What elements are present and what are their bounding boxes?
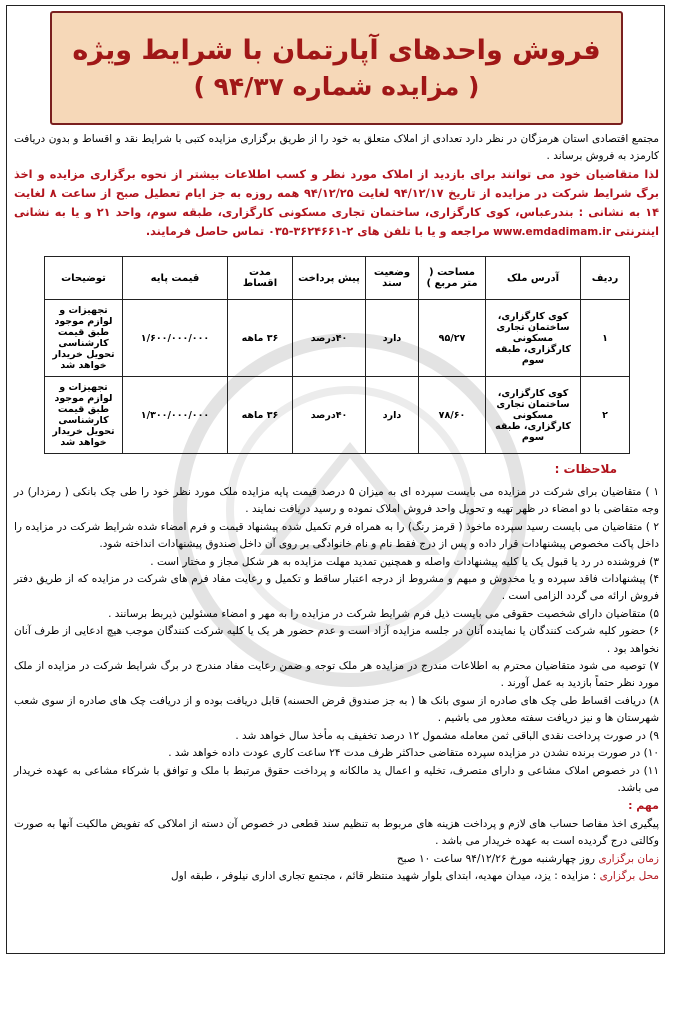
- col-area: مساحت ( متر مربع ): [419, 257, 486, 300]
- note-item: ۴) پیشنهادات فاقد سپرده و یا مخدوش و مبهم و مشروط از درجه اعتبار ساقط و تکمیل و رعایت مفاد فرم های شرکت در مزایده که از طریق دفتر فروش ارائه می گردد الزامی است .: [14, 573, 659, 603]
- cell-base-price: ۱/۶۰۰/۰۰۰/۰۰۰: [123, 300, 228, 377]
- cell-area: ۹۵/۲۷: [419, 300, 486, 377]
- note-item: ۹) در صورت پرداخت نقدی الباقی ثمن معامله مشمول ۱۲ درصد تخفیف به مأخذ سال خواهد شد .: [235, 729, 659, 742]
- cell-prepayment: ۴۰درصد: [293, 300, 366, 377]
- col-row-number: ردیف: [581, 257, 630, 300]
- col-address: آدرس ملک: [486, 257, 581, 300]
- ad-title: فروش واحدهای آپارتمان با شرایط ویژه: [72, 35, 601, 66]
- note-item: ۱۰) در صورت برنده نشدن در مزایده سپرده متقاضی حداکثر ظرف مدت ۲۴ ساعت کاری عودت داده خواهد شد .: [168, 747, 659, 760]
- col-deed-status: وضعیت سند: [366, 257, 419, 300]
- col-base-price: قیمت پایه: [123, 257, 228, 300]
- properties-table: [44, 256, 630, 454]
- note-item: ۵) متقاضیان دارای شخصیت حقوقی می بایست ذیل فرم شرایط شرکت در مزایده را به مهر و امضاء مسئولین ذیربط برسانند .: [108, 607, 659, 620]
- cell-row-number: ۲: [581, 377, 630, 454]
- website-link[interactable]: www.emdadimam.ir: [493, 226, 611, 238]
- cell-installments: ۳۶ ماهه: [228, 300, 293, 377]
- title-banner: [50, 11, 623, 125]
- important-heading: مهم :: [628, 799, 659, 813]
- time-text: روز چهارشنبه مورخ ۹۴/۱۲/۲۶ ساعت ۱۰ صبح: [396, 852, 595, 865]
- important-text: پیگیری اخذ مفاصا حساب های لازم و پرداخت هزینه های مربوط به تنظیم سند قطعی در خصوص آن دسته از املاکی که تفویض مالکیت آنها به صورت وکالتی درج گردیده است به عهده خریدار می باشد .: [14, 817, 659, 848]
- col-description: توضیحات: [45, 257, 123, 300]
- intro-paragraph: مجتمع اقتصادی استان هرمزگان در نظر دارد تعدادی از املاک متعلق به خود را از طریق برگزاری مزایده کتبی با شرایط نقد و اقساط و بدون دریافت کارمزد به فروش برساند .: [14, 133, 659, 162]
- table-row: [45, 377, 630, 454]
- intro-instructions: لذا متقاضیان خود می توانند برای بازدید از املاک مورد نظر و کسب اطلاعات بیشتر از نحوه برگزاری مزایده و اخذ برگ شرایط شرکت در مزایده از تاریخ ۹۴/۱۲/۱۷ لغایت ۹۴/۱۲/۲۵ همه روزه به جز ایام تعطیل صبح از ساعت ۸ لغایت ۱۴ به نشانی : بندرعباس، کوی کارگزاری، ساختمان تجاری مسکونی کارگزاری، طبقه سوم، واحد ۲۱ و یا به نشانی اینترنتی: [14, 168, 660, 238]
- note-item: ۱ ) متقاضیان برای شرکت در مزایده می بایست سپرده ای به میزان ۵ درصد قیمت پایه مزایده ملک مورد نظر خود را طی چک بانکی ( رمزدار) در وجه متقاضی با دو امضاء در ظهر تهیه و تحویل واحد فروش املاک نموده و رسید دریافت نمایند .: [14, 486, 659, 516]
- place-text: : مزایده : یزد، میدان مهدیه، ابتدای بلوار شهید منتظر قائم ، مجتمع تجاری اداری نیلوفر ، طبقه اول: [171, 869, 597, 882]
- auction-number: ( مزایده شماره ۹۴/۳۷ ): [193, 72, 480, 101]
- cell-base-price: ۱/۳۰۰/۰۰۰/۰۰۰: [123, 377, 228, 454]
- cell-installments: ۳۶ ماهه: [228, 377, 293, 454]
- cell-deed-status: دارد: [366, 377, 419, 454]
- intro-text: [14, 131, 659, 241]
- note-item: ۶) حضور کلیه شرکت کنندگان یا نماینده آنان در جلسه مزایده آزاد است و عدم حضور هر یک یا کلیه شرکت کنندگان موجب هیچ ادعایی از طرف آنان نخواهد بود .: [14, 625, 659, 655]
- note-item: ۳) فروشنده در رد یا قبول یک یا کلیه پیشنهادات واصله و همچنین تمدید مهلت مزایده به هر شکل مجاز و مختار است .: [150, 555, 659, 568]
- intro-contact: مراجعه و یا با تلفن های ۲-۳۶۲۴۶۶۱-۰۳۵ تماس حاصل فرمایند.: [145, 225, 490, 238]
- col-prepayment: پیش پرداخت: [293, 257, 366, 300]
- cell-address: کوی کارگزاری، ساختمان تجاری مسکونی کارگزاری، طبقه سوم: [486, 300, 581, 377]
- cell-deed-status: دارد: [366, 300, 419, 377]
- place-label: محل برگزاری: [599, 869, 659, 882]
- cell-row-number: ۱: [581, 300, 630, 377]
- notes-list: [14, 484, 659, 885]
- cell-area: ۷۸/۶۰: [419, 377, 486, 454]
- note-item: ۷) توصیه می شود متقاضیان محترم به اطلاعات مندرج در مزایده هر ملک توجه و ضمن رعایت مفاد مندرج در برگ شرایط شرکت در مزایده از ملک مورد نظر حتماً بازدید به عمل آورند .: [14, 660, 659, 690]
- cell-description: تجهیزات و لوازم موجود طبق قیمت کارشناسی تحویل خریدار خواهد شد: [45, 300, 123, 377]
- cell-description: تجهیزات و لوازم موجود طبق قیمت کارشناسی تحویل خریدار خواهد شد: [45, 377, 123, 454]
- table-row: [45, 300, 630, 377]
- note-item: ۱۱) در خصوص املاک مشاعی و دارای متصرف، تخلیه و اعمال ید مالکانه و پرداخت حقوق مرتبط با ملک و توافق با شرکاء مشاعی به عهده خریدار می باشد.: [14, 764, 659, 794]
- time-label: زمان برگزاری: [598, 852, 659, 865]
- col-installments: مدت اقساط: [228, 257, 293, 300]
- cell-prepayment: ۴۰درصد: [293, 377, 366, 454]
- note-item: ۲ ) متقاضیان می بایست رسید سپرده ماخوذ ( قرمز رنگ) را به همراه فرم تکمیل شده پیشنهاد قیمت و فرم امضاء شده شرایط شرکت در مزایده را داخل پاکت مخصوص پیشنهادات قرار داده و پس از درج فقط نام و نام خانوادگی بر روی آن داخل صندوق پیشنهادات انداخته شود.: [14, 520, 659, 551]
- cell-address: کوی کارگزاری، ساختمان تجاری مسکونی کارگزاری، طبقه سوم: [486, 377, 581, 454]
- table-header-row: [45, 257, 630, 300]
- notes-heading: ملاحظات :: [554, 462, 617, 476]
- note-item: ۸) دریافت اقساط طی چک های صادره از سوی بانک ها ( به جز صندوق قرض الحسنه) قابل دریافت بوده و از دریافت چک های صادره از سوی شعب شهرستان ها و نیز دریافت سفته معذور می باشیم .: [14, 694, 659, 725]
